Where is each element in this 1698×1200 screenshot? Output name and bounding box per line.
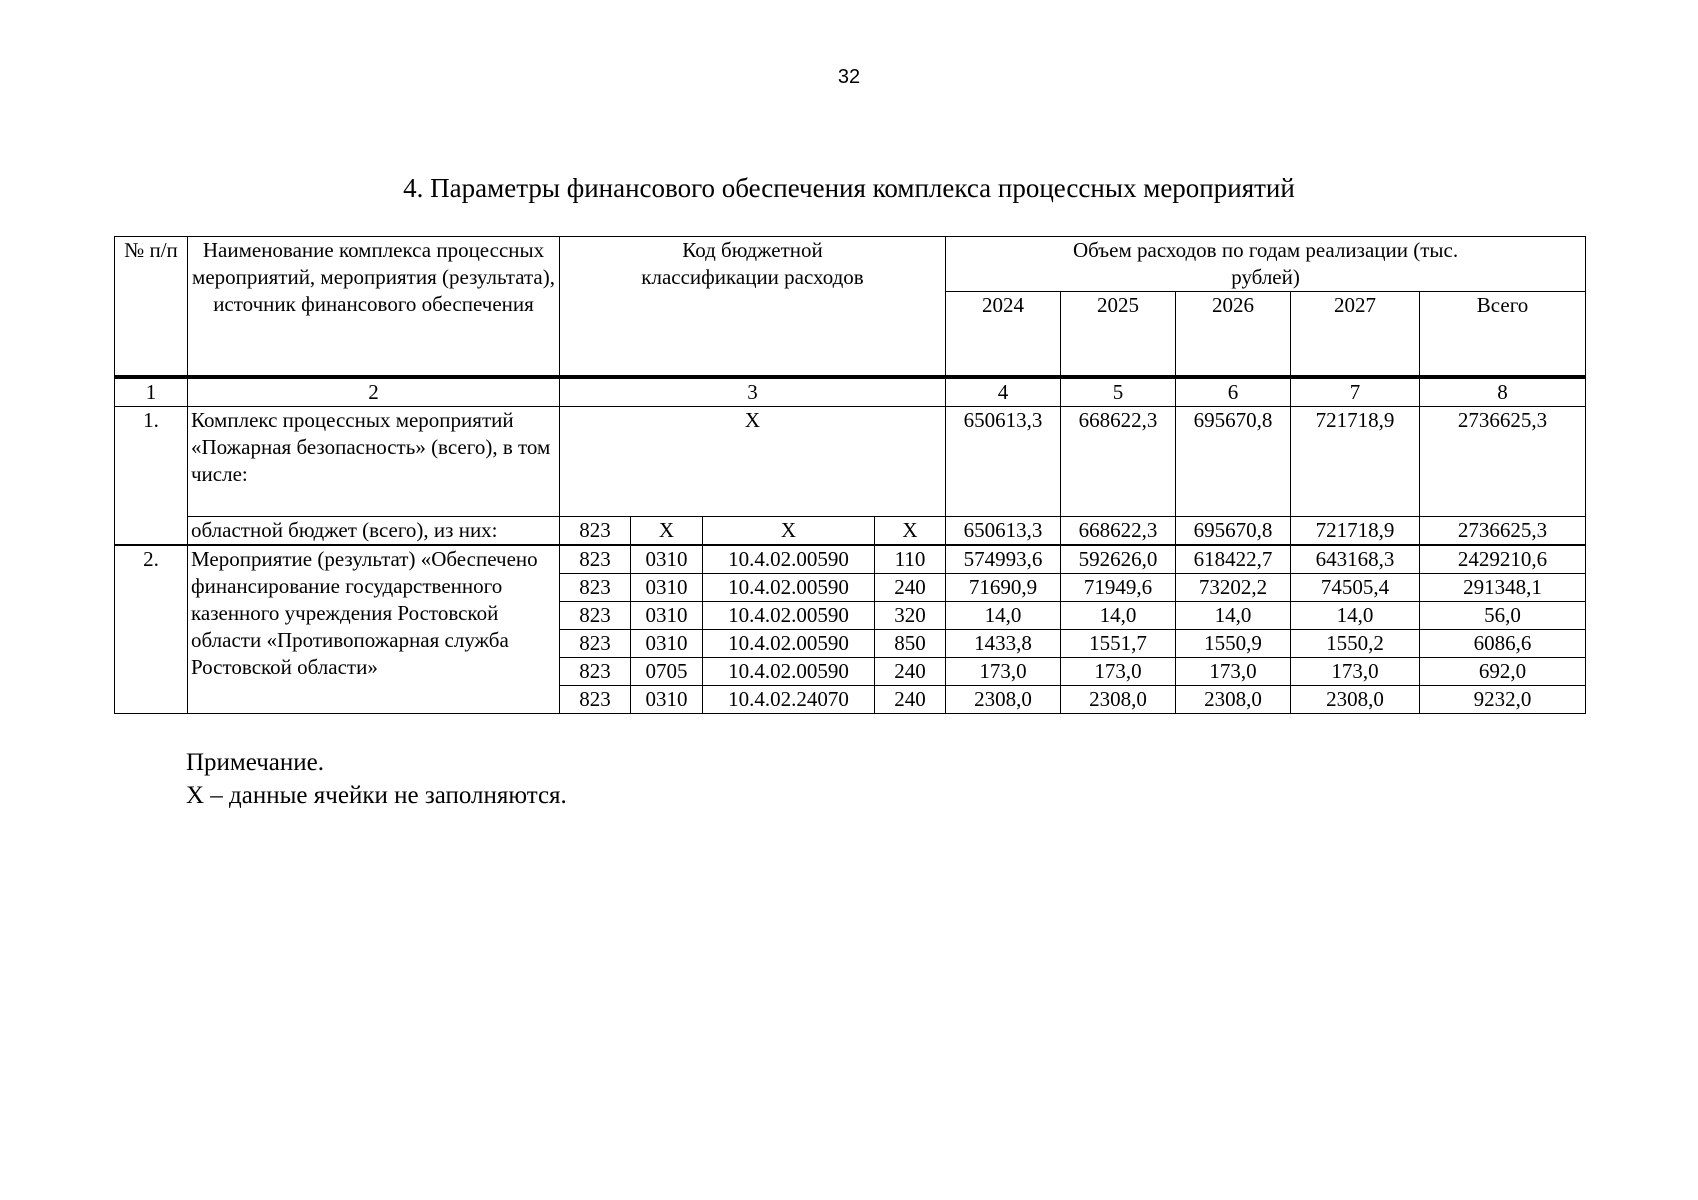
document-title: 4. Параметры финансового обеспечения комплекса процессных мероприятий (403, 173, 1295, 203)
row-value-2026: 2308,0 (1176, 685, 1291, 713)
row-value-2025: 668622,3 (1061, 406, 1176, 516)
table-row (115, 406, 1586, 516)
row-code-section: 0310 (631, 685, 703, 713)
header-volume-text: Объем расходов по годам реализации (тыс. рублей) (1072, 238, 1459, 289)
row-code-admin: 823 (560, 516, 631, 545)
row-value-2024: 650613,3 (946, 516, 1061, 545)
row-value-2024: 173,0 (946, 657, 1061, 685)
row-number: 2. (115, 545, 188, 714)
row-code-type: 240 (875, 685, 946, 713)
row-code-section: X (631, 516, 703, 545)
row-value-2024: 14,0 (946, 601, 1061, 629)
row-code-target: X (703, 516, 875, 545)
row-value-2026: 695670,8 (1176, 516, 1291, 545)
row-value-2024: 574993,6 (946, 545, 1061, 574)
header-name: Наименование комплекса процессных мероприятий, мероприятия (результата), источник финансового обеспечения (188, 237, 560, 377)
header-year-2027: 2027 (1291, 292, 1420, 377)
note-title: Примечание. (186, 749, 325, 776)
row-number: 1. (115, 406, 188, 545)
row-value-2026: 618422,7 (1176, 545, 1291, 574)
table-row (115, 516, 1586, 545)
row-value-total: 56,0 (1420, 601, 1586, 629)
header-total: Всего (1420, 292, 1586, 377)
column-index-row (115, 377, 1586, 407)
col-index-2: 2 (188, 377, 560, 407)
header-code-text: Код бюджетной классификации расходов (641, 238, 864, 289)
row-value-2026: 173,0 (1176, 657, 1291, 685)
row-value-2026: 695670,8 (1176, 406, 1291, 516)
row-code-type: 320 (875, 601, 946, 629)
row-code-section: 0310 (631, 545, 703, 574)
row-code-type: 110 (875, 545, 946, 574)
header-num: № п/п (115, 237, 188, 377)
row-value-total: 291348,1 (1420, 573, 1586, 601)
row-name: Комплекс процессных мероприятий «Пожарная безопасность» (всего), в том числе: (188, 406, 560, 516)
row-value-2025: 668622,3 (1061, 516, 1176, 545)
header-year-2024: 2024 (946, 292, 1061, 377)
header-code (560, 237, 946, 377)
row-value-2025: 592626,0 (1061, 545, 1176, 574)
col-index-7: 7 (1291, 377, 1420, 407)
row-value-2027: 74505,4 (1291, 573, 1420, 601)
col-index-5: 5 (1061, 377, 1176, 407)
row-value-2026: 73202,2 (1176, 573, 1291, 601)
table-row (115, 545, 1586, 574)
row-value-2025: 71949,6 (1061, 573, 1176, 601)
col-index-8: 8 (1420, 377, 1586, 407)
row-code-type: 240 (875, 573, 946, 601)
row-code-section: 0310 (631, 573, 703, 601)
col-index-1: 1 (115, 377, 188, 407)
row-code-type: X (875, 516, 946, 545)
row-code-type: 240 (875, 657, 946, 685)
page-number: 32 (837, 66, 861, 88)
row-value-2027: 14,0 (1291, 601, 1420, 629)
col-index-3: 3 (560, 377, 946, 407)
header-year-2025: 2025 (1061, 292, 1176, 377)
row-code-target: 10.4.02.00590 (703, 573, 875, 601)
header-year-2026: 2026 (1176, 292, 1291, 377)
header-volume (946, 237, 1586, 292)
row-value-total: 6086,6 (1420, 629, 1586, 657)
col-index-6: 6 (1176, 377, 1291, 407)
row-value-2024: 2308,0 (946, 685, 1061, 713)
row-code-target: 10.4.02.24070 (703, 685, 875, 713)
row-value-2027: 721718,9 (1291, 516, 1420, 545)
row-code-admin: 823 (560, 601, 631, 629)
note-block (186, 746, 567, 812)
financing-table (114, 236, 1586, 714)
row-value-2025: 1551,7 (1061, 629, 1176, 657)
row-code-target: 10.4.02.00590 (703, 545, 875, 574)
row-value-2024: 1433,8 (946, 629, 1061, 657)
row-value-total: 9232,0 (1420, 685, 1586, 713)
row-value-2027: 1550,2 (1291, 629, 1420, 657)
row-name: областной бюджет (всего), из них: (188, 516, 560, 545)
col-index-4: 4 (946, 377, 1061, 407)
row-value-2026: 1550,9 (1176, 629, 1291, 657)
row-value-2027: 721718,9 (1291, 406, 1420, 516)
row-value-total: 2736625,3 (1420, 516, 1586, 545)
row-code-admin: 823 (560, 657, 631, 685)
row-code-section: 0310 (631, 601, 703, 629)
row-code-target: 10.4.02.00590 (703, 601, 875, 629)
row-value-2025: 2308,0 (1061, 685, 1176, 713)
row-value-2024: 650613,3 (946, 406, 1061, 516)
row-value-2025: 14,0 (1061, 601, 1176, 629)
row-code-section: 0310 (631, 629, 703, 657)
row-name: Мероприятие (результат) «Обеспечено финансирование государственного казенного учреждения Ростовской области «Противопожарная служба Ростовской области» (188, 545, 560, 714)
row-code-type: 850 (875, 629, 946, 657)
row-code-admin: 823 (560, 545, 631, 574)
row-value-total: 692,0 (1420, 657, 1586, 685)
row-value-total: 2429210,6 (1420, 545, 1586, 574)
header-row-1 (115, 237, 1586, 292)
row-code-target: 10.4.02.00590 (703, 657, 875, 685)
row-code: X (560, 406, 946, 516)
row-value-2025: 173,0 (1061, 657, 1176, 685)
row-code-admin: 823 (560, 573, 631, 601)
row-value-2026: 14,0 (1176, 601, 1291, 629)
row-code-admin: 823 (560, 685, 631, 713)
row-value-2027: 643168,3 (1291, 545, 1420, 574)
row-value-2027: 2308,0 (1291, 685, 1420, 713)
row-code-target: 10.4.02.00590 (703, 629, 875, 657)
row-code-section: 0705 (631, 657, 703, 685)
note-text: X – данные ячейки не заполняются. (186, 782, 567, 809)
row-value-2024: 71690,9 (946, 573, 1061, 601)
row-value-2027: 173,0 (1291, 657, 1420, 685)
row-value-total: 2736625,3 (1420, 406, 1586, 516)
row-code-admin: 823 (560, 629, 631, 657)
